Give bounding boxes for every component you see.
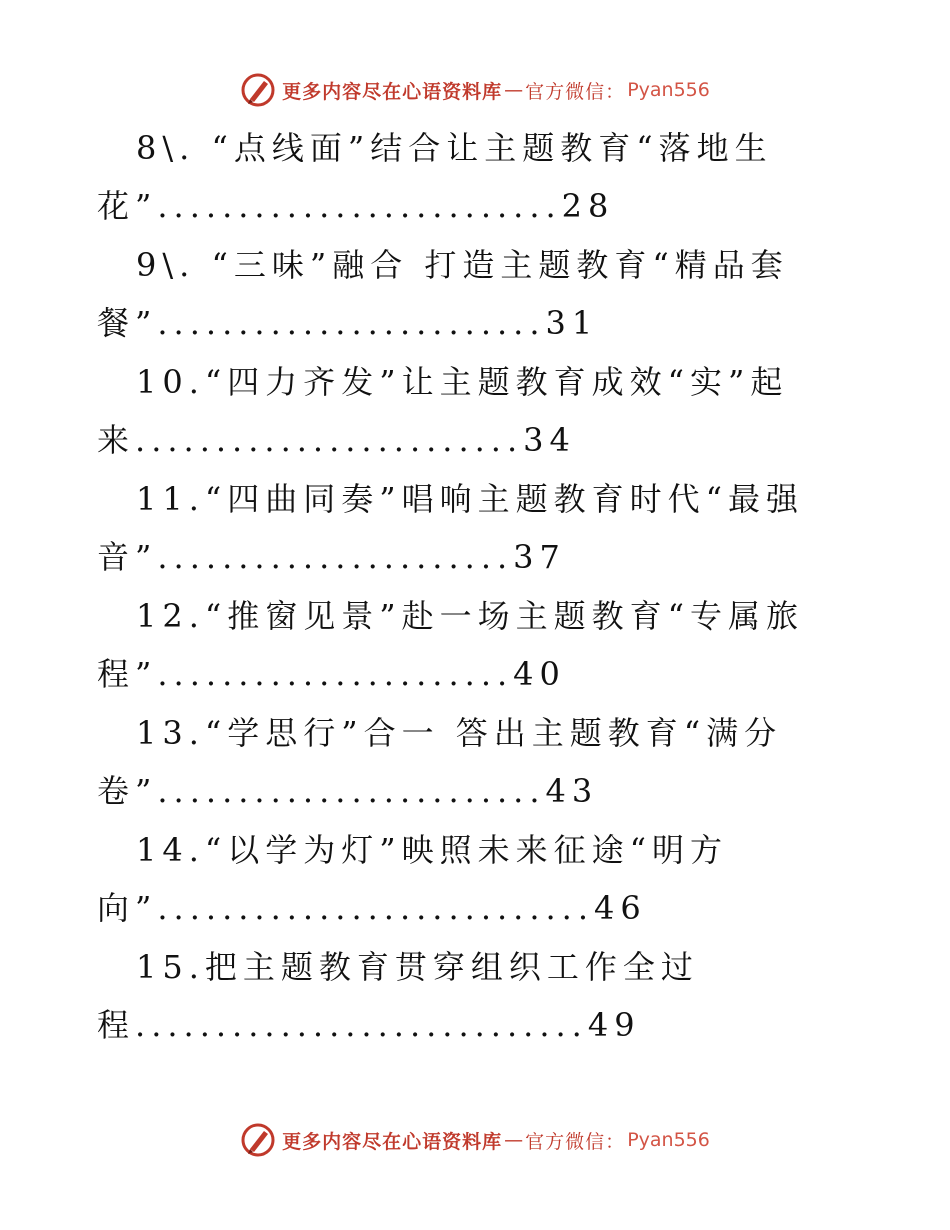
toc-page-number: 28 xyxy=(561,187,615,225)
banner-wechat-label: 官方微信： xyxy=(525,1130,626,1153)
banner-wechat-id: Pyan556 xyxy=(627,79,710,101)
banner-separator: — xyxy=(504,1129,524,1151)
toc-entry-title-end: 向” xyxy=(97,889,158,927)
toc-leader-dots: ........................ xyxy=(135,421,524,459)
toc-leader-dots: ...................... xyxy=(157,655,514,693)
toc-entry-continuation xyxy=(97,995,641,1055)
header-banner xyxy=(0,70,950,110)
toc-entry-title: 10.“四力齐发”让主题教育成效“实”起 xyxy=(136,363,789,401)
toc-leader-dots: ........................ xyxy=(157,772,546,810)
toc-entry-title-end: 程 xyxy=(97,1006,136,1044)
toc-entry-continuation xyxy=(97,176,614,236)
toc-entry-title-end: 来 xyxy=(97,421,136,459)
toc-entry-continuation xyxy=(97,878,647,938)
toc-entry-title: 9\. “三味”融合 打造主题教育“精品套 xyxy=(136,246,789,284)
toc-entry-title-end: 程” xyxy=(97,655,158,693)
banner-wechat-id: Pyan556 xyxy=(627,1129,710,1151)
toc-entry-title-end: 餐” xyxy=(97,304,158,342)
toc-page-number: 34 xyxy=(523,421,576,459)
banner-wechat-label: 官方微信： xyxy=(525,80,626,103)
toc-page-number: 37 xyxy=(513,538,566,576)
toc-entry-title-end: 卷” xyxy=(97,772,158,810)
banner-main-text: 更多内容尽在心语资料库 xyxy=(282,1130,503,1153)
toc-entry-title-end: 音” xyxy=(97,538,158,576)
footer-banner xyxy=(0,1120,950,1160)
toc-entry-title: 15.把主题教育贯穿组织工作全过 xyxy=(136,948,699,986)
toc-entry-continuation xyxy=(97,527,566,587)
toc-page-number: 46 xyxy=(594,889,647,927)
toc-entry-title: 14.“以学为灯”映照未来征途“明方 xyxy=(136,831,728,869)
toc-page-number: 49 xyxy=(587,1006,641,1044)
toc-entry-title: 12.“推窗见景”赴一场主题教育“专属旅 xyxy=(136,597,804,635)
banner-separator: — xyxy=(504,79,524,101)
toc-page-number: 40 xyxy=(513,655,566,693)
toc-leader-dots: ......................... xyxy=(157,187,562,225)
toc-entry-continuation xyxy=(97,761,598,821)
toc-leader-dots: ........................ xyxy=(157,304,546,342)
toc-entry-title: 13.“学思行”合一 答出主题教育“满分 xyxy=(136,714,783,752)
pen-logo-icon xyxy=(240,72,276,108)
toc-entry-continuation xyxy=(97,410,576,470)
toc-page-number: 31 xyxy=(545,304,599,342)
toc-leader-dots: ............................ xyxy=(135,1006,588,1044)
toc-entry-title: 8\. “点线面”结合让主题教育“落地生 xyxy=(136,129,773,167)
pen-logo-icon xyxy=(240,1122,276,1158)
toc-entry-title: 11.“四曲同奏”唱响主题教育时代“最强 xyxy=(136,480,804,518)
toc-leader-dots: ........................... xyxy=(157,889,595,927)
toc-entry-continuation xyxy=(97,293,598,353)
toc-page-number: 43 xyxy=(545,772,599,810)
banner-main-text: 更多内容尽在心语资料库 xyxy=(282,80,503,103)
toc-leader-dots: ...................... xyxy=(157,538,514,576)
toc-entry-title-end: 花” xyxy=(97,187,158,225)
toc-entry-continuation xyxy=(97,644,566,704)
